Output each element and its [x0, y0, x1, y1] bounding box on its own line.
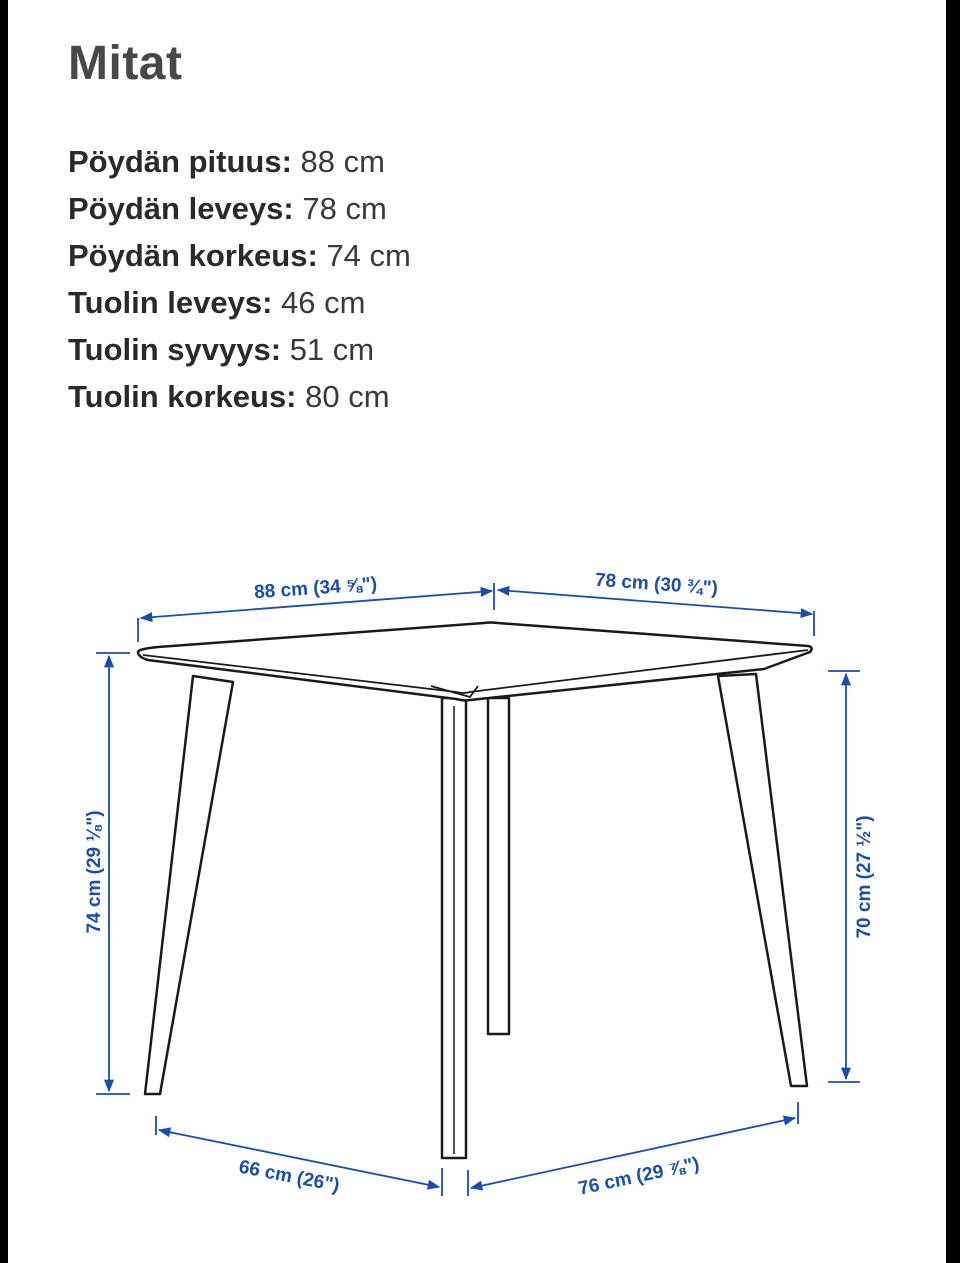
table-leg-back: [488, 698, 509, 1034]
table-leg-left: [145, 676, 233, 1094]
spec-value: 51 cm: [289, 332, 375, 367]
dim-label-leg-span-front: 66 cm (26"): [237, 1156, 342, 1197]
table-leg-right: [718, 674, 807, 1086]
spec-value: 78 cm: [302, 191, 387, 226]
table-illustration: [138, 623, 812, 1159]
spec-label: Tuolin syvyys:: [68, 332, 282, 367]
dim-label-top-length: 88 cm (34 ⅝"): [253, 573, 378, 604]
section-title: Mitat: [68, 37, 183, 90]
table-dimension-diagram: [8, 0, 946, 1263]
spec-value: 80 cm: [305, 379, 390, 414]
spec-label: Tuolin korkeus:: [68, 379, 297, 414]
dimensions-page: [8, 0, 946, 1263]
spec-value: 88 cm: [300, 144, 385, 179]
dim-label-leg-span-side: 76 cm (29 ⅞"): [576, 1153, 702, 1200]
dim-label-total-height: 74 cm (29 ⅛"): [84, 810, 105, 934]
spec-label: Pöydän leveys:: [68, 191, 294, 226]
spec-value: 46 cm: [281, 285, 366, 320]
dim-label-top-width: 78 cm (30 ¾"): [594, 569, 719, 600]
spec-label: Pöydän korkeus:: [68, 238, 318, 273]
spec-label: Tuolin leveys:: [68, 285, 273, 320]
spec-label: Pöydän pituus:: [68, 144, 292, 179]
spec-value: 74 cm: [326, 238, 411, 273]
dim-label-underframe-height: 70 cm (27 ½"): [854, 815, 875, 939]
